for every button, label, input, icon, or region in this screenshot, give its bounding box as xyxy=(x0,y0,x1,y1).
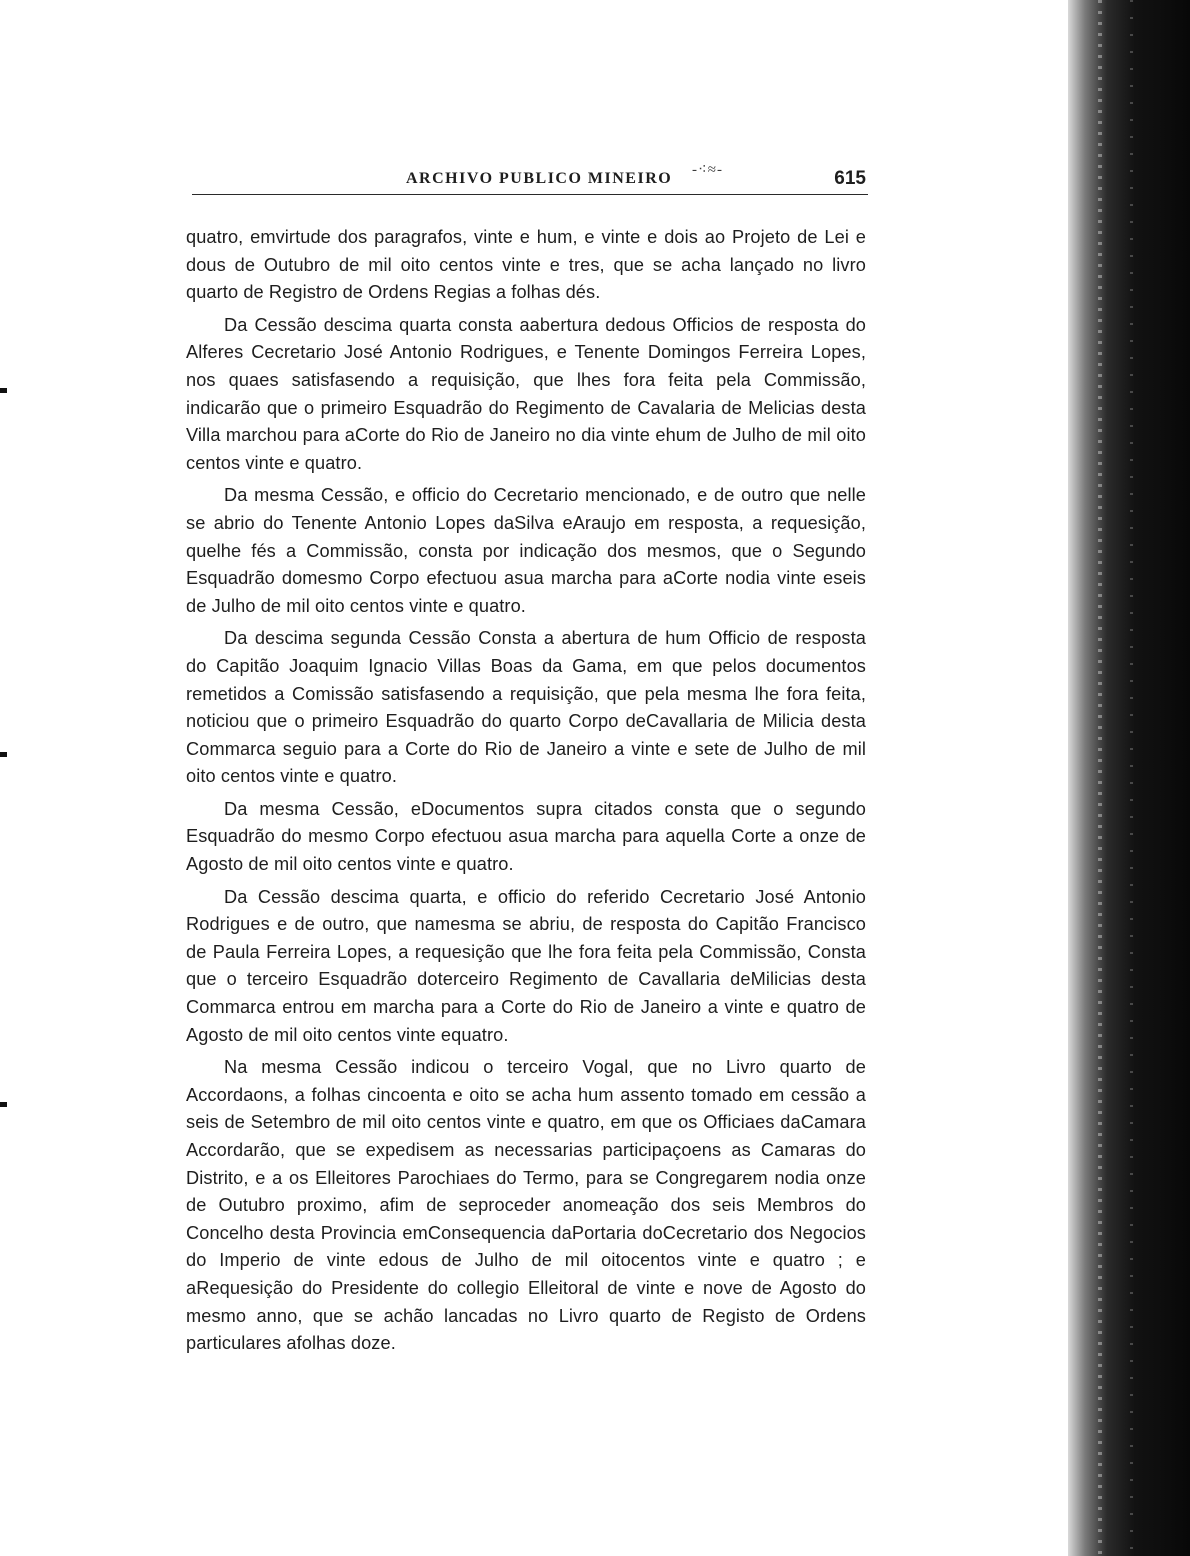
margin-mark xyxy=(0,1102,7,1107)
paragraph: Da mesma Cessão, e officio do Cecretario mencionado, e de outro que nelle se abrio do Tenente Antonio Lopes daSilva eAraujo em resposta, a requesição, quelhe fés a Commissão, consta por indicação dos mesmos, que o Segundo Esquadrão domesmo Corpo efectuou asua marcha para aCorte nodia vinte eseis de Julho de mil oito centos vinte e quatro. xyxy=(186,485,866,616)
page-header xyxy=(192,160,868,195)
book-binding-edge xyxy=(1068,0,1190,1556)
running-title: ARCHIVO PUBLICO MINEIRO xyxy=(406,170,673,187)
page-number: 615 xyxy=(834,168,866,189)
body-text xyxy=(186,224,866,1363)
paragraph: Da mesma Cessão, eDocumentos supra citados consta que o segundo Esquadrão do mesmo Corpo efectuou asua marcha para aquella Corte a onze de Agosto de mil oito centos vinte e quatro. xyxy=(186,798,866,875)
margin-mark xyxy=(0,752,7,757)
margin-mark xyxy=(0,388,7,393)
paragraph: quatro, emvirtude dos paragrafos, vinte e hum, e vinte e dois ao Projeto de Lei e dous de Outubro de mil oito centos vinte e tres, que se acha lançado no livro quarto de Registro de Ordens Regias a folhas dés. xyxy=(186,227,866,303)
paragraph: Da Cessão descima quarta, e officio do referido Cecretario José Antonio Rodrigues e de outro, que namesma se abriu, de resposta do Capitão Francisco de Paula Ferreira Lopes, a requesição que lhe fora feita pela Commissão, Consta que o terceiro Esquadrão doterceiro Regimento de Cavallaria deMilicias desta Commarca entrou em marcha para a Corte do Rio de Janeiro a vinte e quatro de Agosto de mil oito centos vinte equatro. xyxy=(186,886,866,1045)
paragraph: Da descima segunda Cessão Consta a abertura de hum Officio de resposta do Capitão Joaquim Ignacio Villas Boas da Gama, em que pelos documentos remetidos a Comissão satisfasendo a requisição, que pela mesma lhe fora feita, noticiou que o primeiro Esquadrão do quarto Corpo deCavallaria de Milicia desta Commarca seguio para a Corte do Rio de Janeiro a vinte e sete de Julho de mil oito centos vinte e quatro. xyxy=(186,628,866,787)
ornament-icon: -⁖≈- xyxy=(692,162,724,178)
paragraph: Da Cessão descima quarta consta aabertura dedous Officios de resposta do Alferes Cecretario José Antonio Rodrigues, e Tenente Domingos Ferreira Lopes, nos quaes satisfasendo a requisição, que lhes fora feita pela Commissão, indicarão que o primeiro Esquadrão do Regimento de Cavalaria de Melicias desta Villa marchou para aCorte do Rio de Janeiro no dia vinte ehum de Julho de mil oito centos vinte e quatro. xyxy=(186,314,866,473)
paragraph: Na mesma Cessão indicou o terceiro Vogal, que no Livro quarto de Accordaons, a folhas cincoenta e oito se acha hum assento tomado em cessão a seis de Setembro de mil oito centos vinte e quatro, em que os Officiaes daCamara Accordarão, que se expedisem as necessarias participaçoens as Camaras do Distrito, e a os Elleitores Parochiaes do Termo, para se Congregarem nodia onze de Outubro proximo, afim de seproceder anomeação dos seis Membros do Concelho desta Provincia emConsequencia daPortaria doCecretario dos Negocios do Imperio de vinte edous de Julho de mil oitocentos vinte e quatro ; e aRequesição do Presidente do collegio Elleitoral de vinte e nove de Agosto do mesmo anno, que se achão lancadas no Livro quarto de Registo de Ordens particulares afolhas doze. xyxy=(186,1057,866,1354)
